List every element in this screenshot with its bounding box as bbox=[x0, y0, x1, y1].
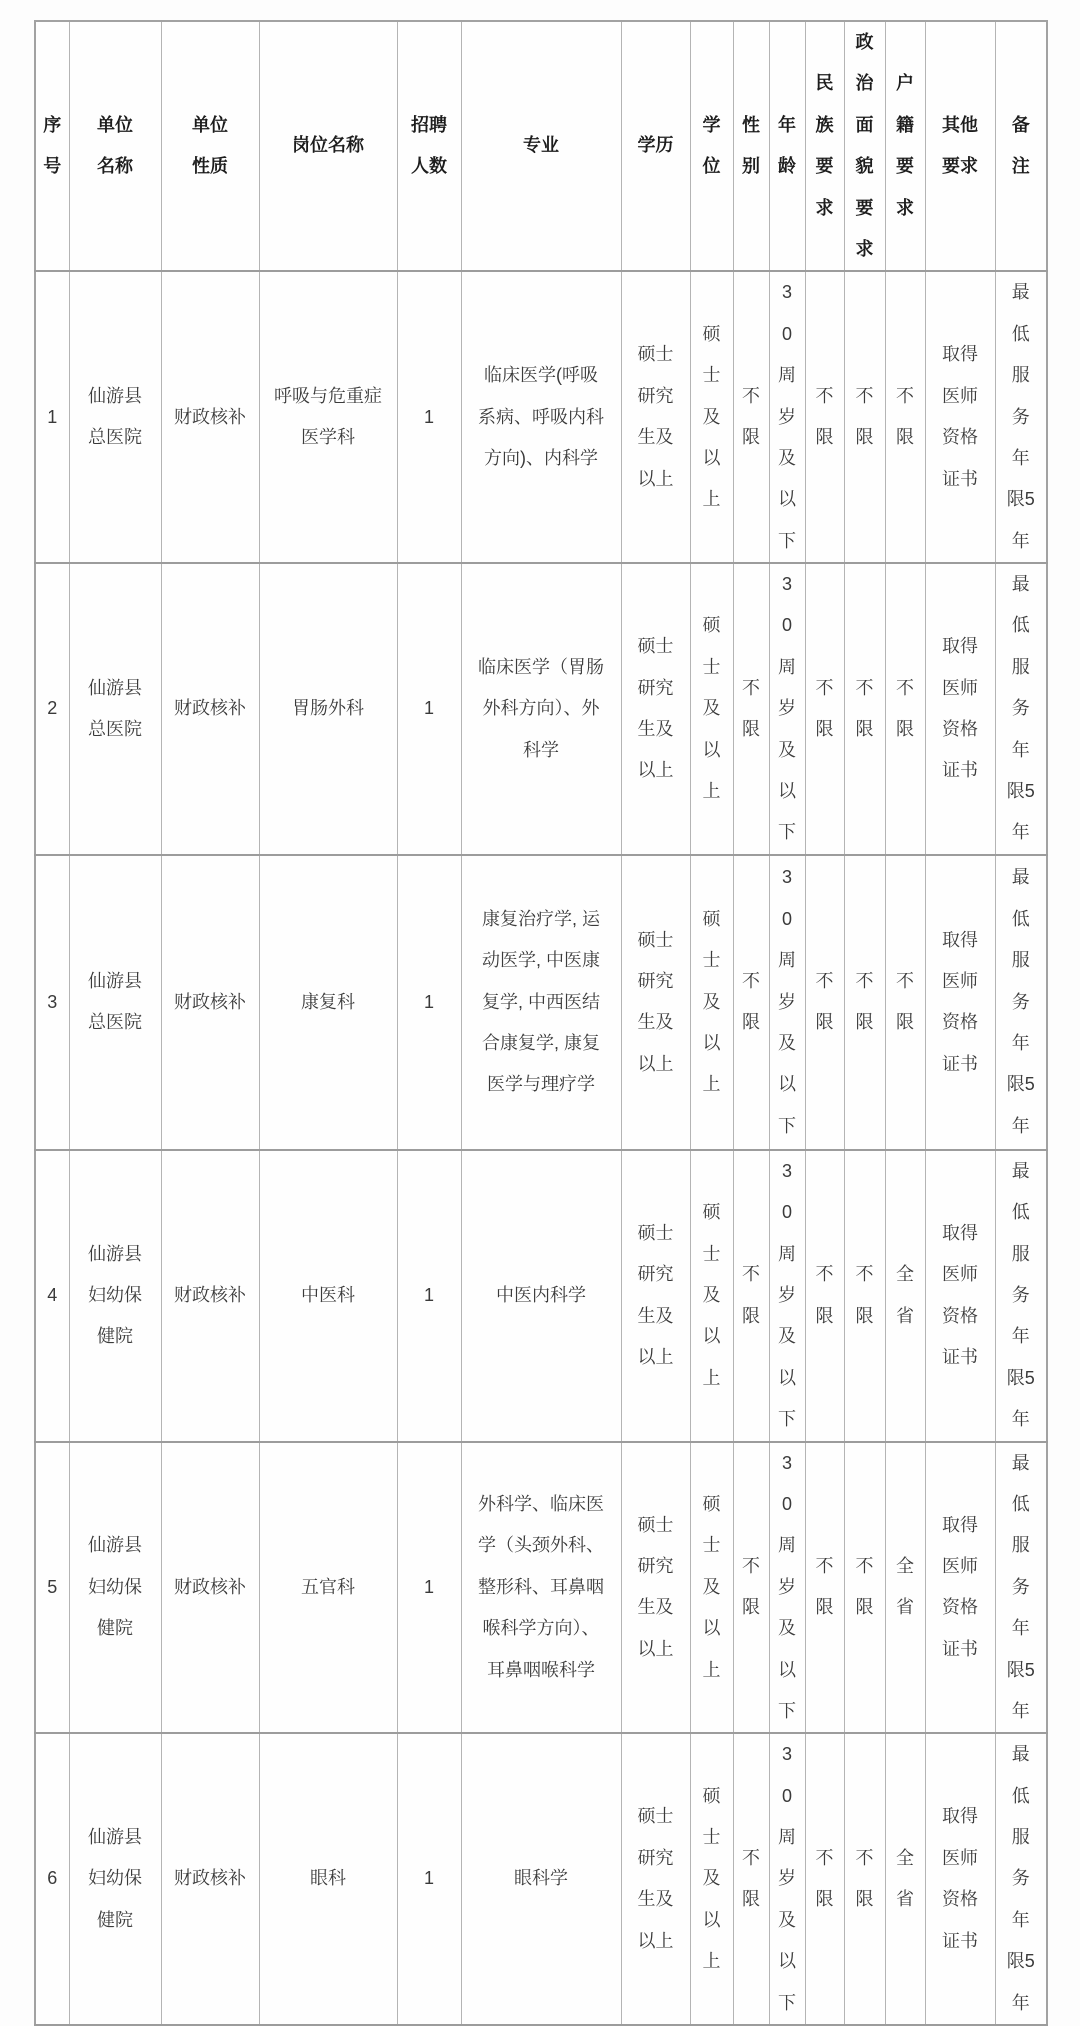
cell-household: 不 限 bbox=[885, 271, 925, 563]
cell-age: 3 0 周 岁 及 以 下 bbox=[769, 271, 805, 563]
cell-nature: 财政核补 bbox=[161, 1442, 259, 1734]
cell-position: 中医科 bbox=[259, 1150, 397, 1442]
cell-ethnic: 不 限 bbox=[805, 271, 844, 563]
col-header-education: 学历 bbox=[621, 21, 690, 271]
cell-unit: 仙游县 妇幼保 健院 bbox=[69, 1150, 161, 1442]
cell-household: 全 省 bbox=[885, 1442, 925, 1734]
cell-seq: 4 bbox=[35, 1150, 69, 1442]
cell-seq: 1 bbox=[35, 271, 69, 563]
cell-count: 1 bbox=[397, 855, 461, 1150]
cell-household: 不 限 bbox=[885, 563, 925, 855]
cell-education: 硕士 研究 生及 以上 bbox=[621, 563, 690, 855]
cell-unit: 仙游县 总医院 bbox=[69, 563, 161, 855]
cell-ethnic: 不 限 bbox=[805, 1442, 844, 1734]
cell-major: 临床医学（胃肠 外科方向）、外 科学 bbox=[461, 563, 621, 855]
cell-ethnic: 不 限 bbox=[805, 1733, 844, 2025]
cell-education: 硕士 研究 生及 以上 bbox=[621, 1442, 690, 1734]
cell-nature: 财政核补 bbox=[161, 563, 259, 855]
col-header-other: 其他 要求 bbox=[925, 21, 995, 271]
cell-major: 眼科学 bbox=[461, 1733, 621, 2025]
table-row bbox=[35, 1150, 1047, 1442]
cell-count: 1 bbox=[397, 1442, 461, 1734]
col-header-age: 年 龄 bbox=[769, 21, 805, 271]
cell-count: 1 bbox=[397, 563, 461, 855]
col-header-major: 专业 bbox=[461, 21, 621, 271]
cell-nature: 财政核补 bbox=[161, 855, 259, 1150]
col-header-seq: 序 号 bbox=[35, 21, 69, 271]
cell-nature: 财政核补 bbox=[161, 1150, 259, 1442]
cell-nature: 财政核补 bbox=[161, 1733, 259, 2025]
cell-degree: 硕 士 及 以 上 bbox=[690, 1150, 733, 1442]
cell-unit: 仙游县 妇幼保 健院 bbox=[69, 1733, 161, 2025]
cell-education: 硕士 研究 生及 以上 bbox=[621, 271, 690, 563]
cell-count: 1 bbox=[397, 1150, 461, 1442]
cell-nature: 财政核补 bbox=[161, 271, 259, 563]
cell-gender: 不 限 bbox=[733, 855, 769, 1150]
col-header-unit: 单位 名称 bbox=[69, 21, 161, 271]
cell-other: 取得 医师 资格 证书 bbox=[925, 1733, 995, 2025]
cell-age: 3 0 周 岁 及 以 下 bbox=[769, 1150, 805, 1442]
cell-other: 取得 医师 资格 证书 bbox=[925, 563, 995, 855]
col-header-position: 岗位名称 bbox=[259, 21, 397, 271]
cell-political: 不 限 bbox=[844, 855, 885, 1150]
cell-position: 五官科 bbox=[259, 1442, 397, 1734]
cell-remark: 最 低 服 务 年 限5 年 bbox=[995, 1442, 1047, 1734]
cell-ethnic: 不 限 bbox=[805, 1150, 844, 1442]
cell-position: 康复科 bbox=[259, 855, 397, 1150]
cell-degree: 硕 士 及 以 上 bbox=[690, 271, 733, 563]
cell-age: 3 0 周 岁 及 以 下 bbox=[769, 1442, 805, 1734]
cell-degree: 硕 士 及 以 上 bbox=[690, 563, 733, 855]
cell-gender: 不 限 bbox=[733, 563, 769, 855]
cell-seq: 6 bbox=[35, 1733, 69, 2025]
col-header-nature: 单位 性质 bbox=[161, 21, 259, 271]
cell-remark: 最 低 服 务 年 限5 年 bbox=[995, 271, 1047, 563]
cell-education: 硕士 研究 生及 以上 bbox=[621, 855, 690, 1150]
cell-household: 不 限 bbox=[885, 855, 925, 1150]
table-row bbox=[35, 855, 1047, 1150]
cell-gender: 不 限 bbox=[733, 1150, 769, 1442]
table-row bbox=[35, 563, 1047, 855]
cell-age: 3 0 周 岁 及 以 下 bbox=[769, 563, 805, 855]
table-row bbox=[35, 271, 1047, 563]
cell-gender: 不 限 bbox=[733, 271, 769, 563]
cell-other: 取得 医师 资格 证书 bbox=[925, 271, 995, 563]
recruitment-position-table bbox=[34, 20, 1048, 2026]
col-header-remark: 备 注 bbox=[995, 21, 1047, 271]
cell-count: 1 bbox=[397, 1733, 461, 2025]
cell-political: 不 限 bbox=[844, 1150, 885, 1442]
cell-other: 取得 医师 资格 证书 bbox=[925, 1442, 995, 1734]
cell-education: 硕士 研究 生及 以上 bbox=[621, 1150, 690, 1442]
cell-unit: 仙游县 总医院 bbox=[69, 855, 161, 1150]
col-header-household: 户 籍 要 求 bbox=[885, 21, 925, 271]
cell-household: 全 省 bbox=[885, 1733, 925, 2025]
cell-major: 康复治疗学, 运 动医学, 中医康 复学, 中西医结 合康复学, 康复 医学与理疗学 bbox=[461, 855, 621, 1150]
cell-political: 不 限 bbox=[844, 1442, 885, 1734]
cell-remark: 最 低 服 务 年 限5 年 bbox=[995, 563, 1047, 855]
cell-count: 1 bbox=[397, 271, 461, 563]
cell-major: 中医内科学 bbox=[461, 1150, 621, 1442]
cell-political: 不 限 bbox=[844, 1733, 885, 2025]
cell-position: 呼吸与危重症 医学科 bbox=[259, 271, 397, 563]
cell-ethnic: 不 限 bbox=[805, 563, 844, 855]
cell-age: 3 0 周 岁 及 以 下 bbox=[769, 1733, 805, 2025]
cell-position: 眼科 bbox=[259, 1733, 397, 2025]
table-row bbox=[35, 1442, 1047, 1734]
col-header-political: 政 治 面 貌 要 求 bbox=[844, 21, 885, 271]
cell-remark: 最 低 服 务 年 限5 年 bbox=[995, 1150, 1047, 1442]
cell-remark: 最 低 服 务 年 限5 年 bbox=[995, 1733, 1047, 2025]
cell-major: 临床医学(呼吸 系病、呼吸内科 方向)、内科学 bbox=[461, 271, 621, 563]
header-row bbox=[35, 21, 1047, 271]
cell-degree: 硕 士 及 以 上 bbox=[690, 1442, 733, 1734]
cell-degree: 硕 士 及 以 上 bbox=[690, 855, 733, 1150]
col-header-degree: 学 位 bbox=[690, 21, 733, 271]
cell-other: 取得 医师 资格 证书 bbox=[925, 855, 995, 1150]
cell-gender: 不 限 bbox=[733, 1442, 769, 1734]
cell-degree: 硕 士 及 以 上 bbox=[690, 1733, 733, 2025]
cell-age: 3 0 周 岁 及 以 下 bbox=[769, 855, 805, 1150]
col-header-count: 招聘 人数 bbox=[397, 21, 461, 271]
col-header-gender: 性 别 bbox=[733, 21, 769, 271]
cell-seq: 3 bbox=[35, 855, 69, 1150]
cell-gender: 不 限 bbox=[733, 1733, 769, 2025]
cell-seq: 2 bbox=[35, 563, 69, 855]
cell-political: 不 限 bbox=[844, 563, 885, 855]
table-row bbox=[35, 1733, 1047, 2025]
cell-ethnic: 不 限 bbox=[805, 855, 844, 1150]
cell-political: 不 限 bbox=[844, 271, 885, 563]
cell-unit: 仙游县 总医院 bbox=[69, 271, 161, 563]
cell-seq: 5 bbox=[35, 1442, 69, 1734]
cell-other: 取得 医师 资格 证书 bbox=[925, 1150, 995, 1442]
cell-position: 胃肠外科 bbox=[259, 563, 397, 855]
cell-unit: 仙游县 妇幼保 健院 bbox=[69, 1442, 161, 1734]
cell-major: 外科学、临床医 学（头颈外科、 整形科、耳鼻咽 喉科学方向）、 耳鼻咽喉科学 bbox=[461, 1442, 621, 1734]
cell-education: 硕士 研究 生及 以上 bbox=[621, 1733, 690, 2025]
cell-household: 全 省 bbox=[885, 1150, 925, 1442]
cell-remark: 最 低 服 务 年 限5 年 bbox=[995, 855, 1047, 1150]
col-header-ethnic: 民 族 要 求 bbox=[805, 21, 844, 271]
